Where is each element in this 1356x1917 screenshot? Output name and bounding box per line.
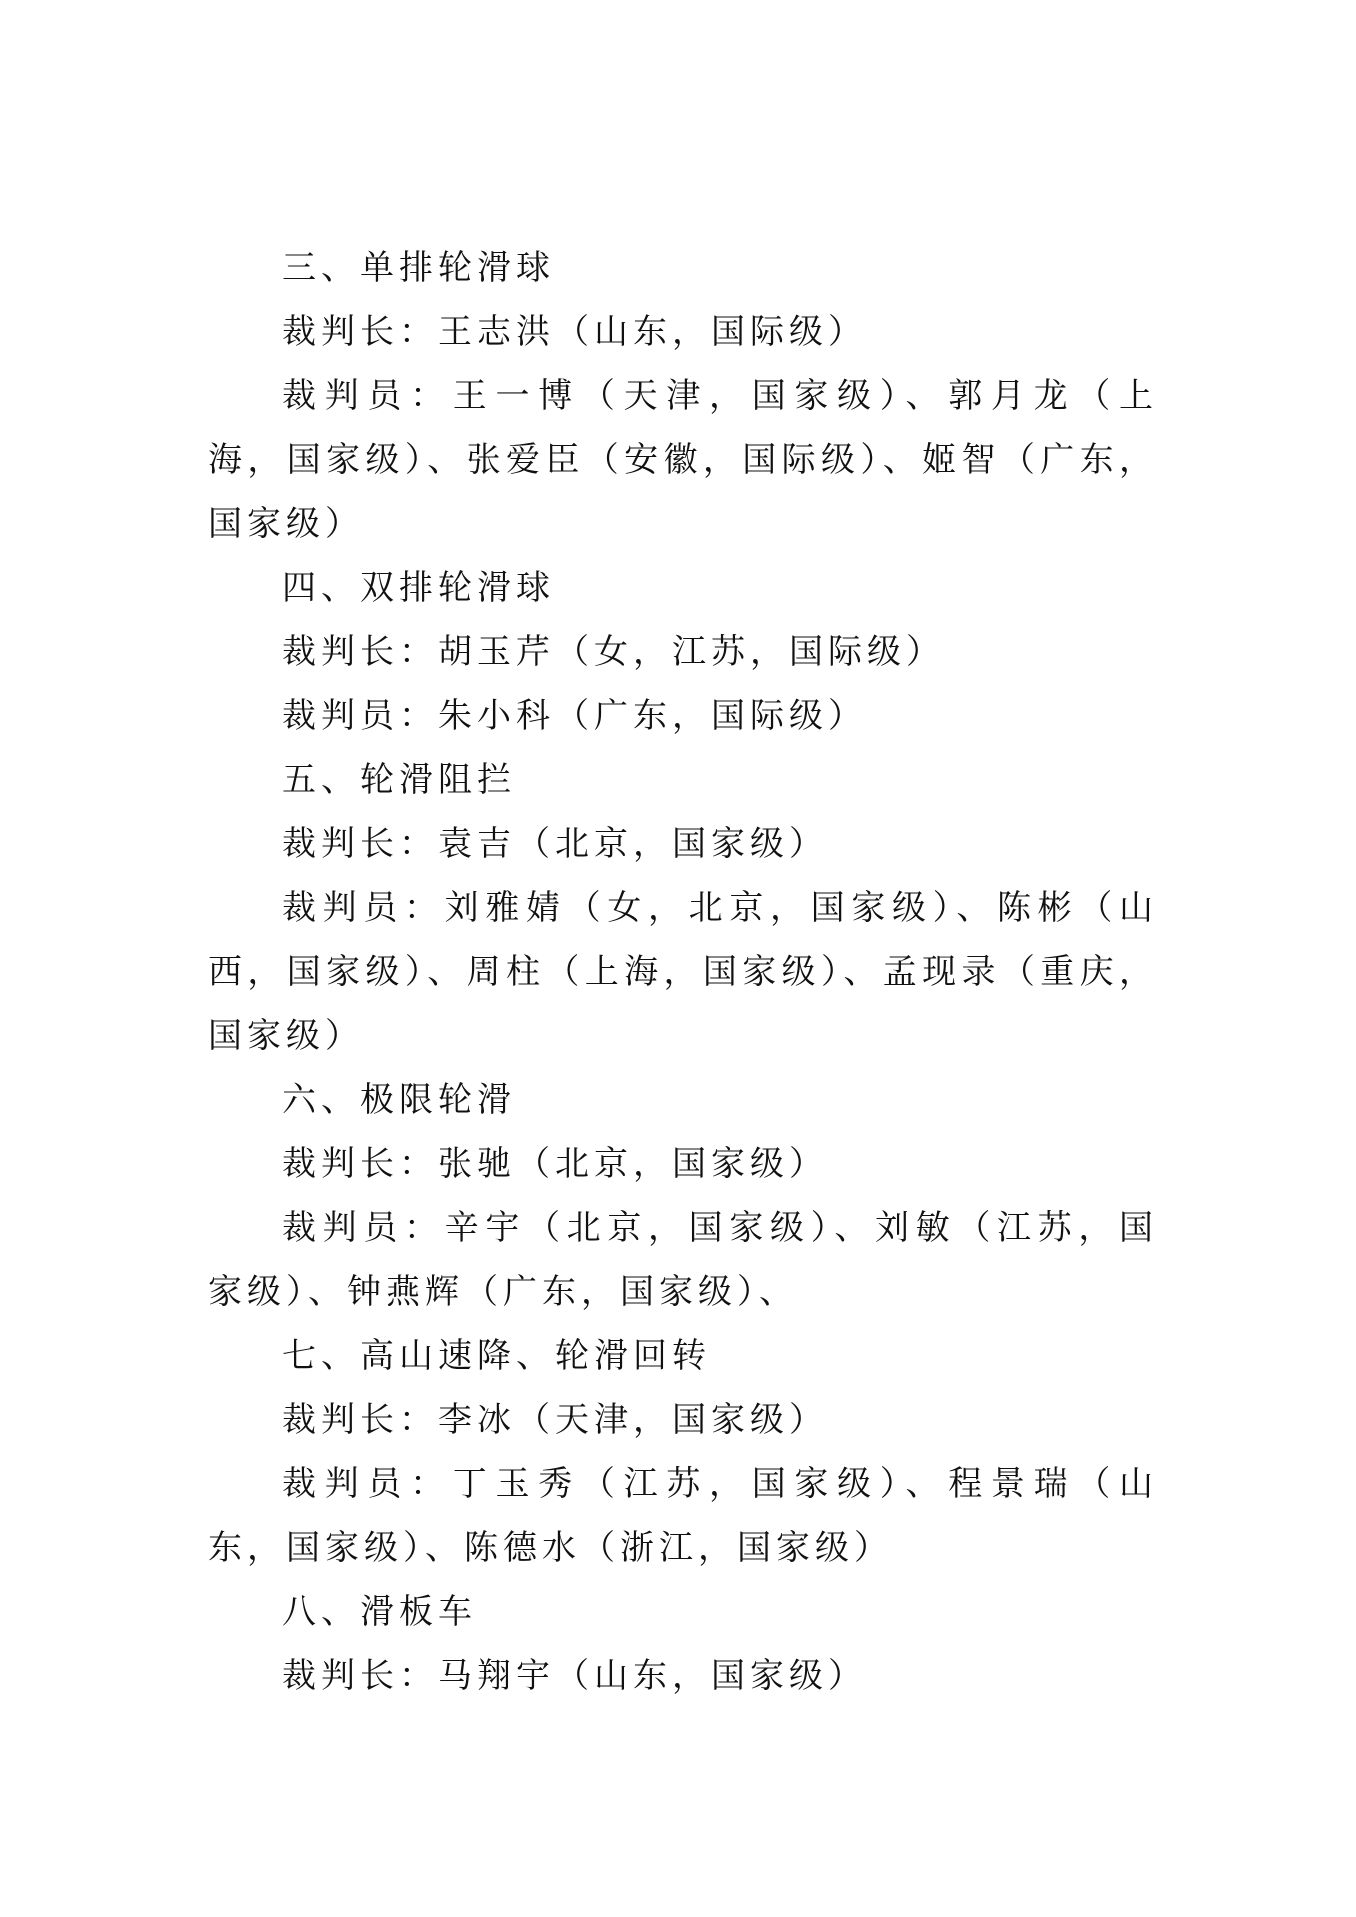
- chief-referee-roller-hockey-inline: 裁判长：王志洪（山东，国际级）: [282, 312, 867, 352]
- chief-referee-downhill-slalom: 裁判长：李冰（天津，国家级）: [282, 1400, 828, 1440]
- chief-referee-roller-hockey-quad: 裁判长：胡玉芹（女，江苏，国际级）: [282, 632, 945, 672]
- referees-roller-hockey-quad: 裁判员：朱小科（广东，国际级）: [282, 696, 867, 736]
- referees-aggressive-skating: 裁判员：辛宇（北京，国家级）、刘敏（江苏，国家级）、钟燕辉（广东，国家级）、: [208, 1208, 1158, 1312]
- section-heading-scooter: 八、滑板车: [282, 1592, 477, 1632]
- section-heading-downhill-slalom: 七、高山速降、轮滑回转: [282, 1336, 711, 1376]
- referees-downhill-slalom: 裁判员：丁玉秀（江苏，国家级）、程景瑞（山东，国家级）、陈德水（浙江，国家级）: [208, 1464, 1158, 1568]
- referees-roller-hockey-inline: 裁判员：王一博（天津，国家级）、郭月龙（上海，国家级）、张爱臣（安徽，国际级）、姬智（广东，国家级）: [208, 376, 1158, 544]
- section-heading-roller-hockey-quad: 四、双排轮滑球: [282, 568, 555, 608]
- chief-referee-scooter: 裁判长：马翔宇（山东，国家级）: [282, 1656, 867, 1696]
- document-body: [208, 236, 1158, 1708]
- chief-referee-aggressive-skating: 裁判长：张驰（北京，国家级）: [282, 1144, 828, 1184]
- chief-referee-roller-derby: 裁判长：袁吉（北京，国家级）: [282, 824, 828, 864]
- referees-roller-derby: 裁判员：刘雅婧（女，北京，国家级）、陈彬（山西，国家级）、周柱（上海，国家级）、孟现录（重庆，国家级）: [208, 888, 1158, 1056]
- section-heading-roller-derby: 五、轮滑阻拦: [282, 760, 516, 800]
- section-heading-aggressive-skating: 六、极限轮滑: [282, 1080, 516, 1120]
- section-heading-roller-hockey-inline: 三、单排轮滑球: [282, 248, 555, 288]
